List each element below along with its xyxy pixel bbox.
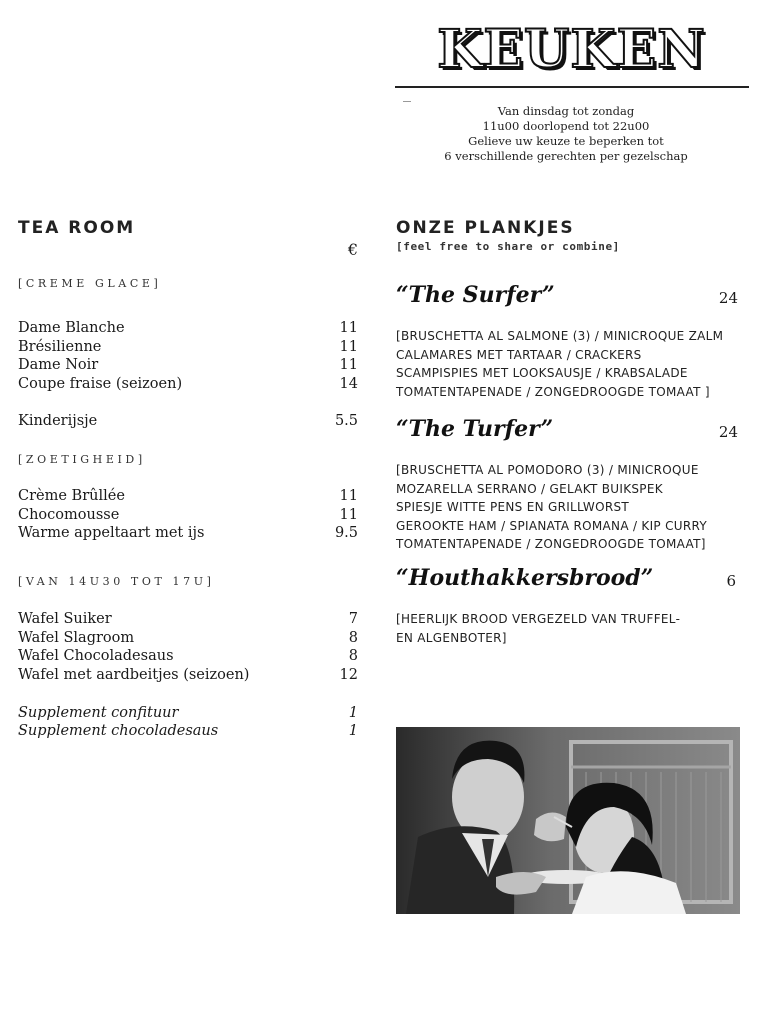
board-description <box>396 461 736 554</box>
creme-glace-label: [CREME GLACE] <box>18 277 162 290</box>
item-price: 7 <box>348 611 358 627</box>
menu-item <box>18 629 358 648</box>
plankjes-subtitle: [feel free to share or combine] <box>396 240 620 253</box>
item-name: Chocomousse <box>18 507 120 523</box>
item-name: Crème Brûllée <box>18 488 125 504</box>
desc-line: EN ALGENBOTER] <box>396 630 507 645</box>
header-divider <box>395 86 749 88</box>
item-name: Coupe fraise (seizoen) <box>18 376 183 392</box>
item-name: Wafel met aardbeitjes (seizoen) <box>18 667 250 683</box>
item-price: 11 <box>339 357 358 373</box>
board-name: “Houthakkersbrood” <box>396 565 654 591</box>
menu-item <box>18 338 358 357</box>
desc-line: GEROOKTE HAM / SPIANATA ROMANA / KIP CURRY <box>396 518 707 533</box>
currency-label: € <box>347 240 358 259</box>
desc-line: CALAMARES MET TARTAAR / CRACKERS <box>396 347 642 362</box>
desc-line: TOMATENTAPENADE / ZONGEDROOGDE TOMAAT] <box>396 537 706 551</box>
supplement-item <box>18 722 358 741</box>
desc-line: SPIESJE WITTE PENS EN GRILLWORST <box>396 500 630 514</box>
item-price: 1 <box>348 705 358 721</box>
page-title: KEUKEN <box>437 19 706 80</box>
item-price: 8 <box>348 648 358 664</box>
item-name: Kinderijsje <box>18 413 98 429</box>
menu-item <box>18 524 358 543</box>
item-price: 1 <box>348 723 358 739</box>
item-price: 9.5 <box>334 525 358 541</box>
tea-room-heading: TEA ROOM <box>18 218 136 238</box>
header-dash <box>403 101 411 102</box>
item-price: 11 <box>339 339 358 355</box>
desc-line: MOZARELLA SERRANO / GELAKT BUIKSPEK <box>396 481 663 496</box>
item-name: Dame Blanche <box>18 320 125 336</box>
menu-item <box>18 412 358 431</box>
item-price: 11 <box>339 507 358 523</box>
afternoon-label: [VAN 14U30 TOT 17U] <box>18 575 215 588</box>
vintage-photo <box>396 727 740 914</box>
item-price: 11 <box>339 320 358 336</box>
item-name: Supplement chocoladesaus <box>18 723 219 739</box>
item-price: 11 <box>339 488 358 504</box>
hours-line: Van dinsdag tot zondag <box>497 104 635 118</box>
item-price: 12 <box>339 667 358 683</box>
hours-line: 11u00 doorlopend tot 22u00 <box>482 119 650 133</box>
item-name: Wafel Slagroom <box>18 630 135 646</box>
board-description <box>396 610 736 647</box>
menu-item <box>18 375 358 394</box>
menu-item <box>18 319 358 338</box>
menu-item <box>18 487 358 506</box>
board-price: 24 <box>718 423 738 441</box>
item-name: Warme appeltaart met ijs <box>18 525 205 541</box>
desc-line: TOMATENTAPENADE / ZONGEDROOGDE TOMAAT ] <box>396 384 710 399</box>
hours-line: Gelieve uw keuze te beperken tot <box>468 134 664 148</box>
menu-item <box>18 647 358 666</box>
hours-line: 6 verschillende gerechten per gezelschap <box>444 149 688 163</box>
item-price: 5.5 <box>334 413 358 429</box>
board-price: 24 <box>718 289 738 307</box>
board-price: 6 <box>726 572 736 590</box>
supplement-item <box>18 704 358 723</box>
plankjes-heading: ONZE PLANKJES <box>396 218 575 238</box>
item-name: Supplement confituur <box>18 705 179 721</box>
board-name: “The Surfer” <box>396 282 555 308</box>
item-name: Brésilienne <box>18 339 102 355</box>
item-name: Wafel Chocoladesaus <box>18 648 174 664</box>
zoetigheid-label: [ZOETIGHEID] <box>18 453 146 466</box>
menu-item <box>18 610 358 629</box>
menu-item <box>18 506 358 525</box>
item-price: 8 <box>348 630 358 646</box>
desc-line: [BRUSCHETTA AL POMODORO (3) / MINICROQUE <box>396 463 699 477</box>
board-name: “The Turfer” <box>396 416 554 442</box>
vintage-photo-illustration <box>396 727 740 914</box>
menu-item <box>18 356 358 375</box>
desc-line: SCAMPISPIES MET LOOKSAUSJE / KRABSALADE <box>396 366 688 380</box>
desc-line: [HEERLIJK BROOD VERGEZELD VAN TRUFFEL- <box>396 612 681 626</box>
item-name: Wafel Suiker <box>18 611 112 627</box>
menu-item <box>18 666 358 685</box>
board-description <box>396 327 736 401</box>
desc-line: [BRUSCHETTA AL SALMONE (3) / MINICROQUE ZALM <box>396 329 724 343</box>
opening-hours <box>420 104 712 164</box>
item-name: Dame Noir <box>18 357 99 373</box>
item-price: 14 <box>339 376 358 392</box>
